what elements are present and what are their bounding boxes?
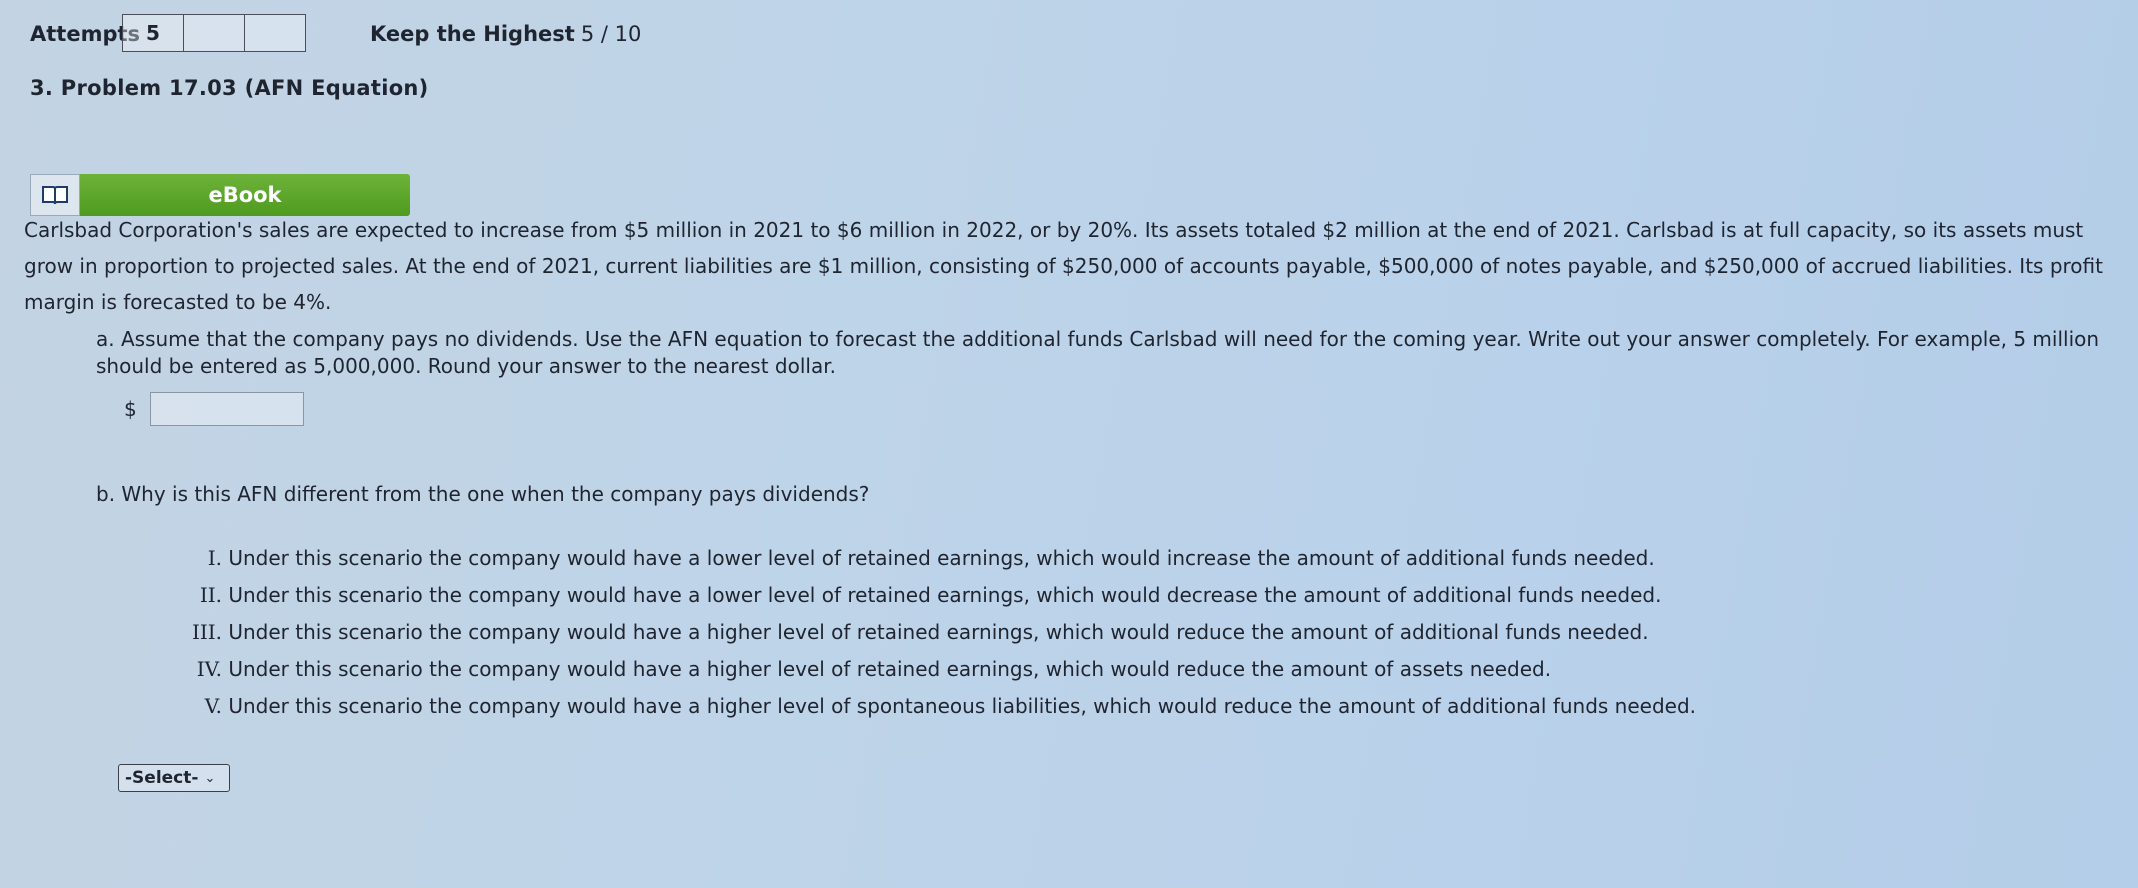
chevron-down-icon: ⌄: [204, 770, 216, 786]
option-iv: [170, 657, 1551, 681]
problem-title: 3. Problem 17.03 (AFN Equation): [30, 76, 429, 100]
option-numeral: II.: [199, 583, 222, 607]
option-numeral: IV.: [196, 657, 222, 681]
attempts-boxes: [122, 14, 305, 52]
ebook-bar[interactable]: [30, 174, 410, 216]
keep-highest-label: Keep the Highest: [370, 22, 575, 46]
option-text: Under this scenario the company would have a lower level of retained earnings, which would decrease the amount of additional funds needed.: [228, 583, 1662, 607]
problem-intro: Carlsbad Corporation's sales are expected to increase from $5 million in 2021 to $6 million in 2022, or by 20%. Its assets totaled $2 million at the end of 2021. Carlsbad is at full capacity, so its assets must grow in proportion to projected sales. At the end of 2021, current liabilities are $1 million, consisting of $250,000 of accounts payable, $500,000 of notes payable, and $250,000 of accrued liabilities. Its profit margin is forecasted to be 4%.: [24, 218, 2103, 314]
option-text: Under this scenario the company would have a higher level of spontaneous liabilities, which would reduce the amount of additional funds needed.: [228, 694, 1697, 718]
select-label: -Select-: [125, 768, 199, 788]
answer-select[interactable]: [118, 764, 230, 792]
keep-highest: [370, 22, 641, 46]
ebook-button[interactable]: eBook: [80, 174, 410, 216]
currency-symbol: $: [124, 397, 137, 421]
option-v: [170, 694, 1696, 718]
part-b-question: b. Why is this AFN different from the one when the company pays dividends?: [96, 482, 870, 506]
part-a-question: a. Assume that the company pays no dividends. Use the AFN equation to forecast the additional funds Carlsbad will need for the coming year. Write out your answer completely. For example, 5 million should be entered as 5,000,000. Round your answer to the nearest dollar.: [96, 327, 2100, 378]
attempt-box-1: 5: [122, 14, 184, 52]
score: 5 / 10: [580, 22, 642, 46]
option-text: Under this scenario the company would have a higher level of retained earnings, which would reduce the amount of assets needed.: [228, 657, 1552, 681]
afn-answer-input[interactable]: [150, 392, 304, 426]
book-icon[interactable]: [30, 174, 80, 216]
option-text: Under this scenario the company would have a lower level of retained earnings, which would increase the amount of additional funds needed.: [228, 546, 1655, 570]
option-i: [170, 546, 1655, 570]
option-text: Under this scenario the company would have a higher level of retained earnings, which would reduce the amount of additional funds needed.: [228, 620, 1649, 644]
option-iii: [170, 620, 1649, 644]
option-numeral: V.: [204, 694, 222, 718]
option-ii: [170, 583, 1661, 607]
attempts-label: Attempts: [30, 22, 141, 46]
attempt-box-3: [244, 14, 306, 52]
attempt-box-2: [183, 14, 245, 52]
option-numeral: III.: [191, 620, 222, 644]
option-numeral: I.: [207, 546, 222, 570]
